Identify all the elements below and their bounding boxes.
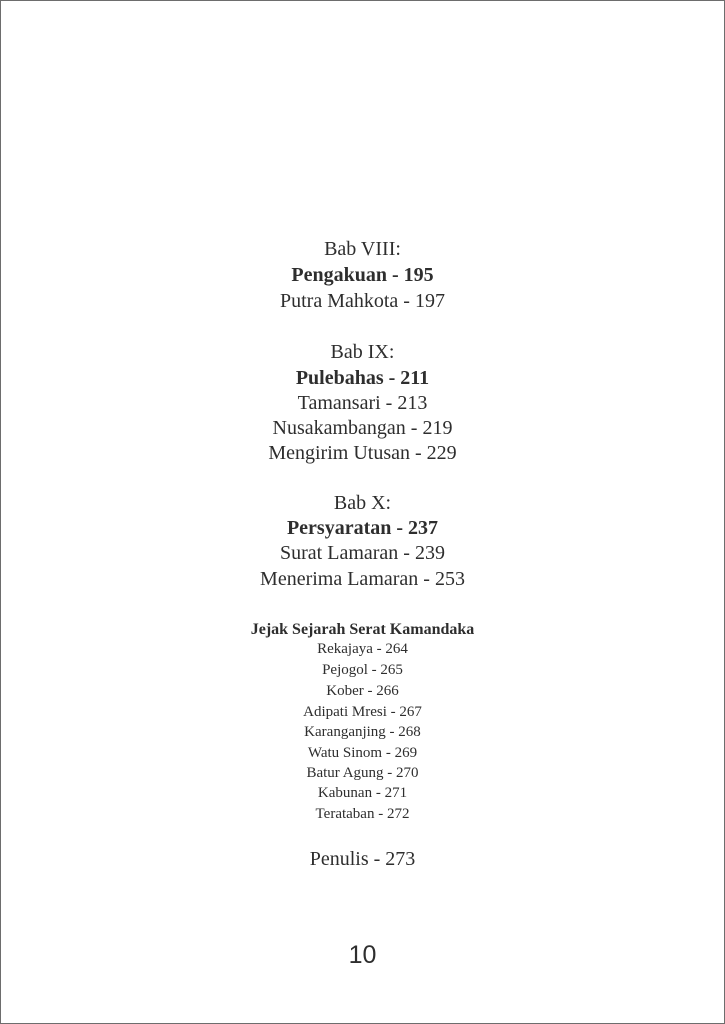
toc-entry: Tamansari - 213 <box>297 392 428 414</box>
toc-entry: Menerima Lamaran - 253 <box>260 568 465 590</box>
chapter-heading: Bab VIII: <box>324 238 401 260</box>
appendix-entry: Rekajaya - 264 <box>317 641 408 657</box>
page-number: 10 <box>348 941 377 969</box>
toc-entry: Putra Mahkota - 197 <box>280 290 445 312</box>
chapter-title: Pengakuan - 195 <box>291 264 434 286</box>
chapter-heading: Bab X: <box>333 492 392 514</box>
chapter-title: Pulebahas - 211 <box>295 367 430 389</box>
appendix-entry: Batur Agung - 270 <box>306 765 419 781</box>
appendix-entry: Watu Sinom - 269 <box>307 745 418 761</box>
appendix-title: Jejak Sejarah Serat Kamandaka <box>250 621 475 638</box>
appendix-entry: Pejogol - 265 <box>322 662 403 678</box>
toc-entry: Nusakambangan - 219 <box>272 417 453 439</box>
appendix-entry: Adipati Mresi - 267 <box>303 704 422 720</box>
author-entry: Penulis - 273 <box>309 848 416 870</box>
toc-entry: Surat Lamaran - 239 <box>280 542 445 564</box>
appendix-entry: Terataban - 272 <box>315 806 410 822</box>
chapter-title: Persyaratan - 237 <box>286 517 439 539</box>
appendix-entry: Kober - 266 <box>326 683 399 699</box>
appendix-entry: Kabunan - 271 <box>317 785 408 801</box>
chapter-heading: Bab IX: <box>330 341 395 363</box>
toc-entry: Mengirim Utusan - 229 <box>268 442 457 464</box>
appendix-entry: Karanganjing - 268 <box>304 724 421 740</box>
